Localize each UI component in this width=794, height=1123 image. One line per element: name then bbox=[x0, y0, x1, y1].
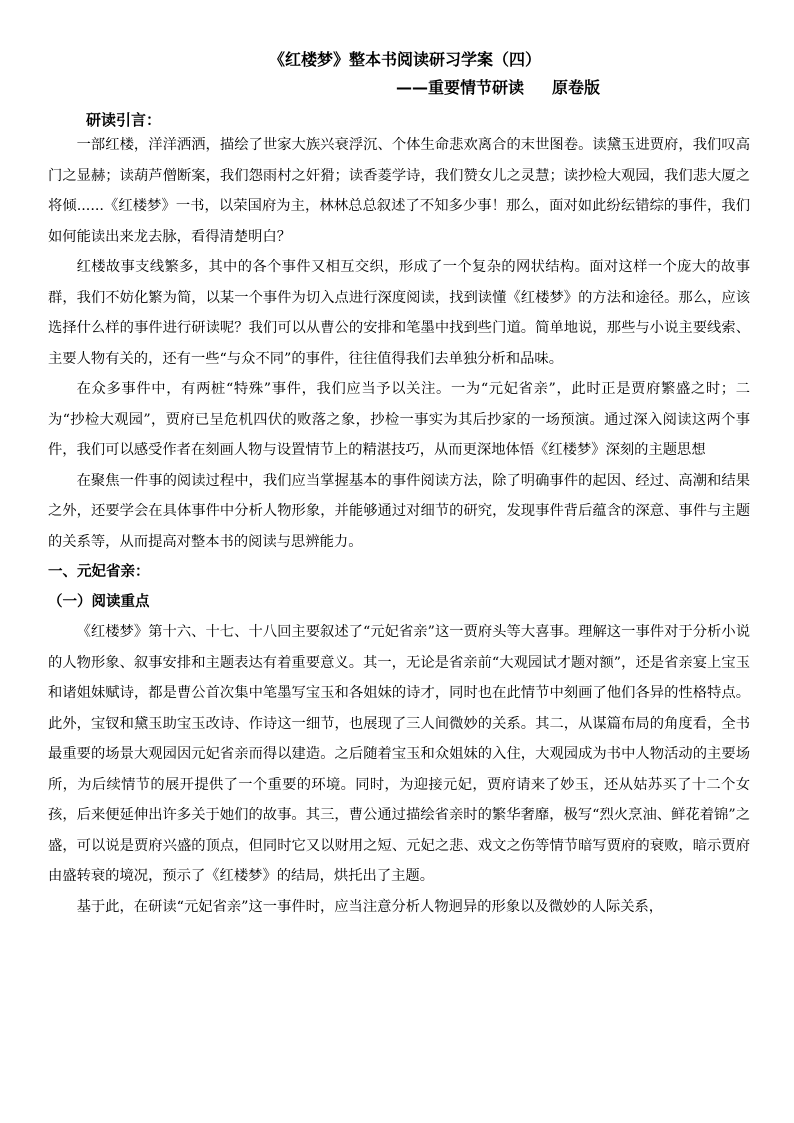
document-title: 《红楼梦》整本书阅读研习学案（四） bbox=[268, 50, 541, 69]
subtitle-main: ——重要情节研读 bbox=[395, 78, 524, 97]
intro-paragraph-2: 红楼故事支线繁多，其中的各个事件又相互交织，形成了一个复杂的网状结构。面对这样一个庞大的故事群，我们不妨化繁为简，以某一个事件为切入点进行深度阅读，找到读懂《红楼梦》的方法和途径。那么，应该选择什么样的事件进行研读呢？我们可以从曹公的安排和笔墨中找到些门道。简单地说，那些与小说主要线索、主要人物有关的，还有一些“与众不同”的事件，往往值得我们去单独分析和品味。 bbox=[48, 259, 750, 367]
section-heading: 一、元妃省亲： bbox=[48, 564, 150, 580]
section-paragraph-2: 基于此，在研读“元妃省亲”这一事件时，应当注意分析人物迥异的形象以及微妙的人际关系， bbox=[76, 898, 664, 915]
intro-paragraph-1: 一部红楼，洋洋洒洒，描绘了世家大族兴衰浮沉、个体生命悲欢离合的末世图卷。读黛玉进贾府，我们叹高门之显赫；读葫芦僧断案，我们怨雨村之奸猾；读香菱学诗，我们赞女儿之灵慧；读抄检大观园，我们悲大厦之将倾......《红楼梦》一书，以荣国府为主，林林总总叙述了不知多少事！那么，面对如此纷纭错综的事件，我们如何能读出来龙去脉，看得清楚明白？ bbox=[48, 137, 750, 245]
intro-heading: 研读引言： bbox=[86, 111, 162, 129]
sub-heading: （一）阅读重点 bbox=[48, 594, 150, 610]
intro-paragraph-3: 在众多事件中，有两桩“特殊”事件，我们应当予以关注。一为“元妃省亲”，此时正是贾府繁盛之时；二为“抄检大观园”，贾府已呈危机四伏的败落之象，抄检一事实为其后抄家的一场预演。通过深入阅读这两个事件，我们可以感受作者在刻画人物与设置情节上的精湛技巧，从而更深地体悟《红楼梦》深刻的主题思想 bbox=[48, 381, 750, 458]
intro-paragraph-4: 在聚焦一件事的阅读过程中，我们应当掌握基本的事件阅读方法，除了明确事件的起因、经过、高潮和结果之外，还要学会在具体事件中分析人物形象，并能够通过对细节的研究，发现事件背后蕴含的深意、事件与主题的关系等，从而提高对整本书的阅读与思辨能力。 bbox=[48, 472, 750, 550]
document-subtitle bbox=[48, 78, 600, 98]
subtitle-version: 原卷版 bbox=[551, 78, 600, 97]
section-paragraph-1: 《红楼梦》第十六、十七、十八回主要叙述了“元妃省亲”这一贾府头等大喜事。理解这一事件对于分析小说的人物形象、叙事安排和主题表达有着重要意义。其一，无论是省亲前“大观园试才题对额”，还是省亲宴上宝玉和诸姐妹赋诗，都是曹公首次集中笔墨写宝玉和各姐妹的诗才，同时也在此情节中刻画了他们各异的性格特点。此外，宝钗和黛玉助宝玉改诗、作诗这一细节，也展现了三人间微妙的关系。其二，从谋篇布局的角度看，全书最重要的场景大观园因元妃省亲而得以建造。之后随着宝玉和众姐妹的入住，大观园成为书中人物活动的主要场所，为后续情节的展开提供了一个重要的环境。同时，为迎接元妃，贾府请来了妙玉，还从姑苏买了十二个女孩，后来便延伸出许多关于她们的故事。其三，曹公通过描绘省亲时的繁华奢靡，极写“烈火烹油、鲜花着锦”之盛，可以说是贾府兴盛的顶点，但同时它又以财用之短、元妃之悲、戏文之伤等情节暗写贾府的衰败，暗示贾府由盛转衰的境况，预示了《红楼梦》的结局，烘托出了主题。 bbox=[48, 624, 750, 884]
